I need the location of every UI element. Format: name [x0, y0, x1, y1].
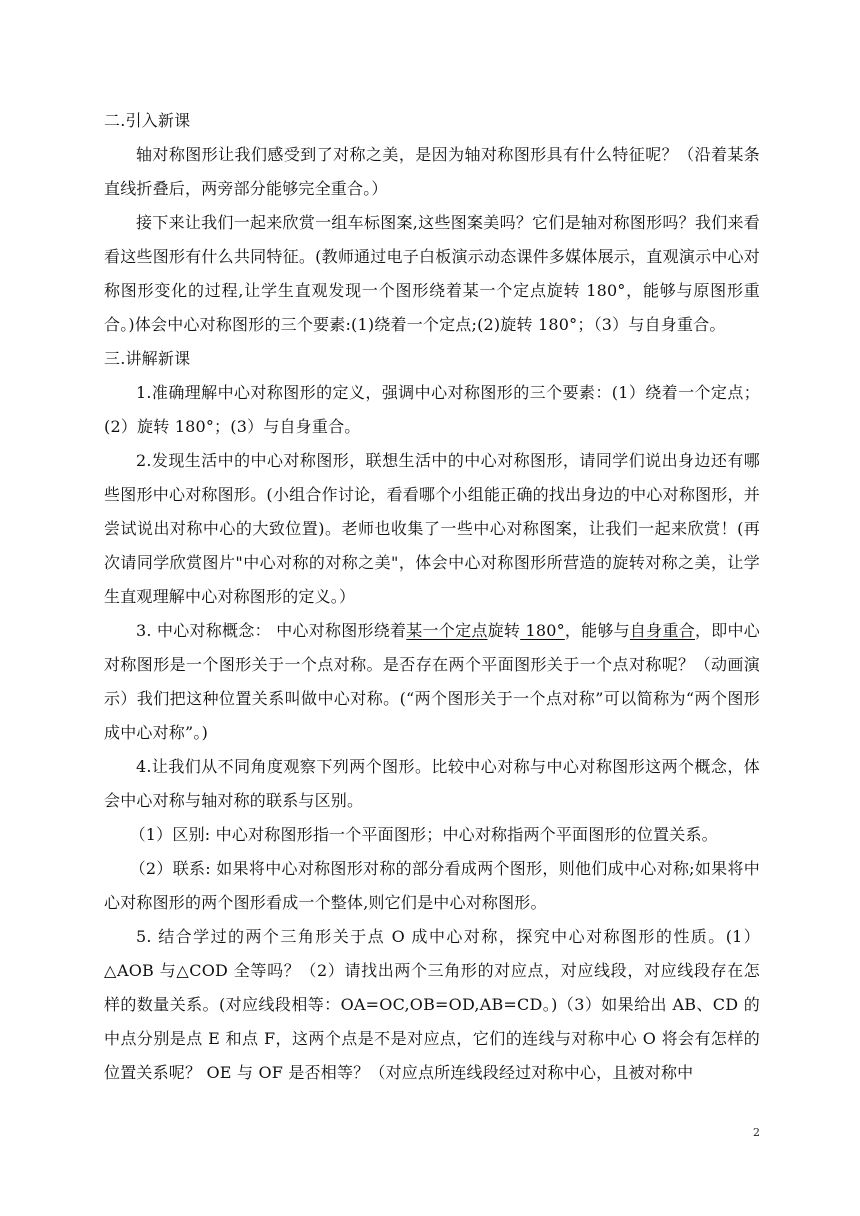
paragraph: 2.发现生活中的中心对称图形，联想生活中的中心对称图形，请同学们说出身边还有哪些图形中心对称图形。(小组合作讨论，看看哪个小组能正确的找出身边的中心对称图形，并尝试说出对称中心的大致位置)。老师也收集了一些中心对称图案，让我们一起来欣赏！(再次请同学欣赏图片"中心对称的对称之美"，体会中心对称图形所营造的旋转对称之美，让学生直观理解中心对称图形的定义。）: [104, 451, 760, 606]
underlined-term: 某一个定点: [406, 621, 488, 640]
paragraph: （2）联系: 如果将中心对称图形对称的部分看成两个图形，则他们成中心对称;如果将中心对称图形的两个图形看成一个整体,则它们是中心对称图形。: [104, 859, 760, 912]
text-run: ，即中心对称图形是一个图形关于一个点对称。是否存在两个平面图形关于一个点对称呢？（动画演示）我们把这种位置关系叫做中心对称。(“两个图形关于一个点对称”可以简称为“两个图形成中心对称”。): [104, 621, 760, 742]
paragraph: 轴对称图形让我们感受到了对称之美，是因为轴对称图形具有什么特征呢？（沿着某条直线折叠后，两旁部分能够完全重合。）: [104, 145, 760, 198]
paragraph: 1.准确理解中心对称图形的定义，强调中心对称图形的三个要素：(1）绕着一个定点；(2）旋转 180°；(3）与自身重合。: [104, 383, 760, 436]
paragraph: 接下来让我们一起来欣赏一组车标图案,这些图案美吗？它们是轴对称图形吗？我们来看看这些图形有什么共同特征。(教师通过电子白板演示动态课件多媒体展示，直观演示中心对称图形变化的过程,让学生直观发现一个图形绕着某一个定点旋转 180°，能够与原图形重合。)体会中心对称图形的三个要素:(1)绕着一个定点;(2)旋转 180°；（3）与自身重合。: [104, 213, 760, 334]
section-heading-explain: 三.讲解新课: [104, 349, 191, 368]
paragraph-concept: [104, 614, 760, 750]
text-run: 3. 中心对称概念： 中心对称图形绕着: [136, 621, 407, 640]
paragraph: （1）区别: 中心对称图形指一个平面图形；中心对称指两个平面图形的位置关系。: [129, 825, 718, 844]
section-heading-intro: 二.引入新课: [104, 111, 191, 130]
page-number: 2: [753, 1126, 760, 1139]
underlined-term: 180°: [520, 621, 565, 640]
text-run: ，能够与: [564, 621, 630, 640]
underlined-term: 自身重合: [629, 621, 695, 640]
paragraph: 4.让我们从不同角度观察下列两个图形。比较中心对称与中心对称图形这两个概念，体会中心对称与轴对称的联系与区别。: [104, 757, 760, 810]
paragraph: 5. 结合学过的两个三角形关于点 O 成中心对称，探究中心对称图形的性质。(1）△AOB 与△COD 全等吗？（2）请找出两个三角形的对应点，对应线段，对应线段存在怎样的数量关系。(对应线段相等：OA=OC,OB=OD,AB=CD。)（3）如果给出 AB、CD 的中点分别是点 E 和点 F，这两个点是不是对应点，它们的连线与对称中心 O 将会有怎样的位置关系呢？ OE 与 OF 是否相等？（对应点所连线段经过对称中心，且被对称中: [104, 927, 760, 1082]
text-run: 旋转: [487, 621, 521, 640]
